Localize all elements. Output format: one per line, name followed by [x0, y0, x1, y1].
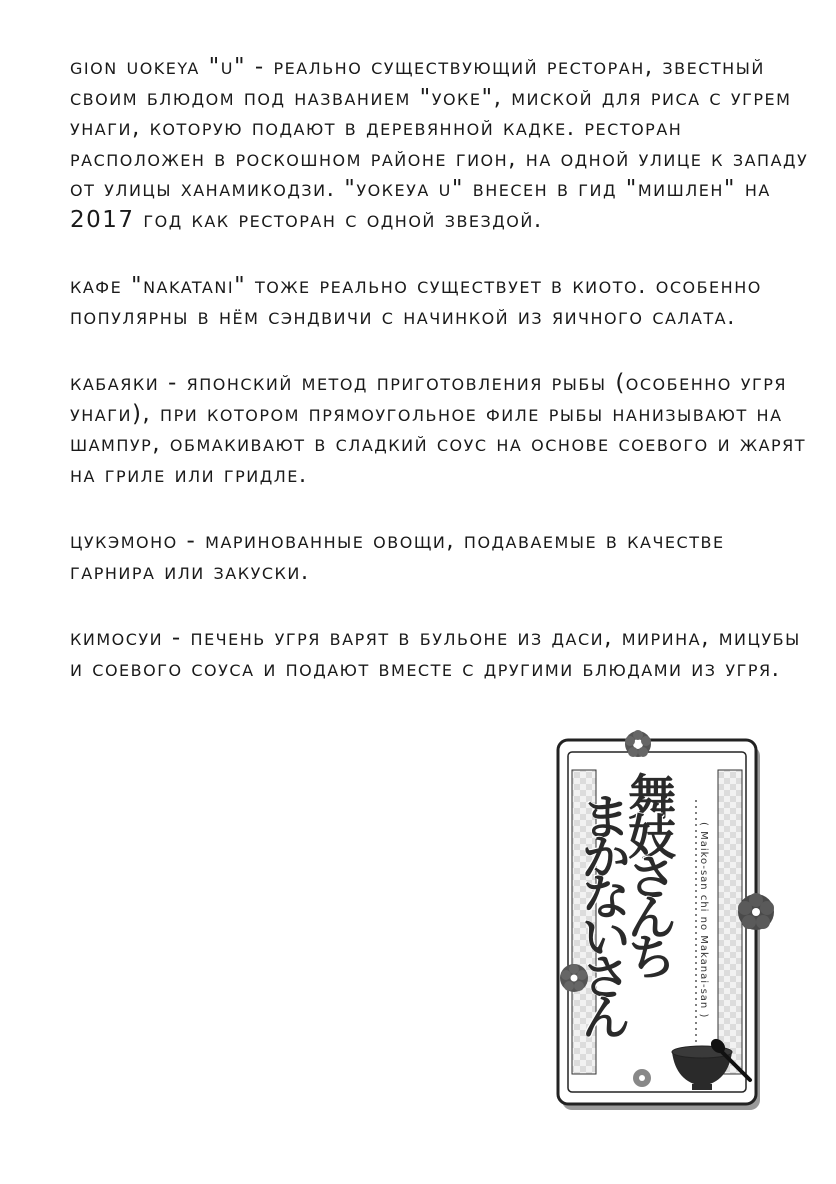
- note-tsukemono: цукэмоно - маринованные овощи, подаваемые в качестве гарнира или закуски.: [70, 528, 725, 585]
- plum-flower-icon: [633, 1069, 651, 1087]
- logo-char: い: [581, 910, 630, 966]
- note-gion-uokeya: gion uokeya "u" - реально существующий ресторан, звестный своим блюдом под названием "уоке", миской для риса с угрем унаги, которую подают в деревянной кадке. ресторан расположен в роскошном районе гион, на одной улице к западу от улицы ханамикодзи. "уокеуа u" внесен в гид "мишлен" на 2017 год как ресторан с одной звездой.: [70, 54, 809, 233]
- logo-char: 妓: [627, 810, 676, 866]
- logo-subtitle: ( Maiko-san chi no Makanai-san ): [698, 822, 709, 1019]
- note-cafe-nakatani: кафе "nakatani" тоже реально существует в киото. особенно популярны в нём сэндвичи с начинкой из яичного салата.: [70, 273, 762, 330]
- note-kimosui: кимосуи - печень угря варят в бульоне из даси, мирина, мицубы и соевого соуса и подают вместе с другими блюдами из угря.: [70, 625, 801, 682]
- logo-char: さ: [627, 850, 676, 906]
- logo-char: の: [637, 977, 667, 1012]
- plum-flower-icon: [625, 730, 651, 757]
- logo-char: ま: [581, 790, 630, 846]
- note-kabayaki: кабаяки - японский метод приготовления рыбы (особенно угря унаги), при котором прямоугольное филе рыбы нанизывают на шампур, обмакивают в сладкий соус на основе соевого и жарят на гриле или гридле.: [70, 370, 807, 488]
- logo-char: な: [581, 870, 630, 926]
- logo-char: ん: [581, 990, 630, 1046]
- logo-char: 舞: [627, 770, 676, 826]
- logo-char: ち: [627, 930, 676, 986]
- series-logo: [556, 730, 778, 1122]
- logo-char: ん: [627, 890, 676, 946]
- translation-notes: [70, 52, 810, 720]
- logo-title-second-column: [560, 790, 652, 1046]
- logo-char: さ: [581, 950, 630, 1006]
- logo-char: か: [581, 830, 630, 886]
